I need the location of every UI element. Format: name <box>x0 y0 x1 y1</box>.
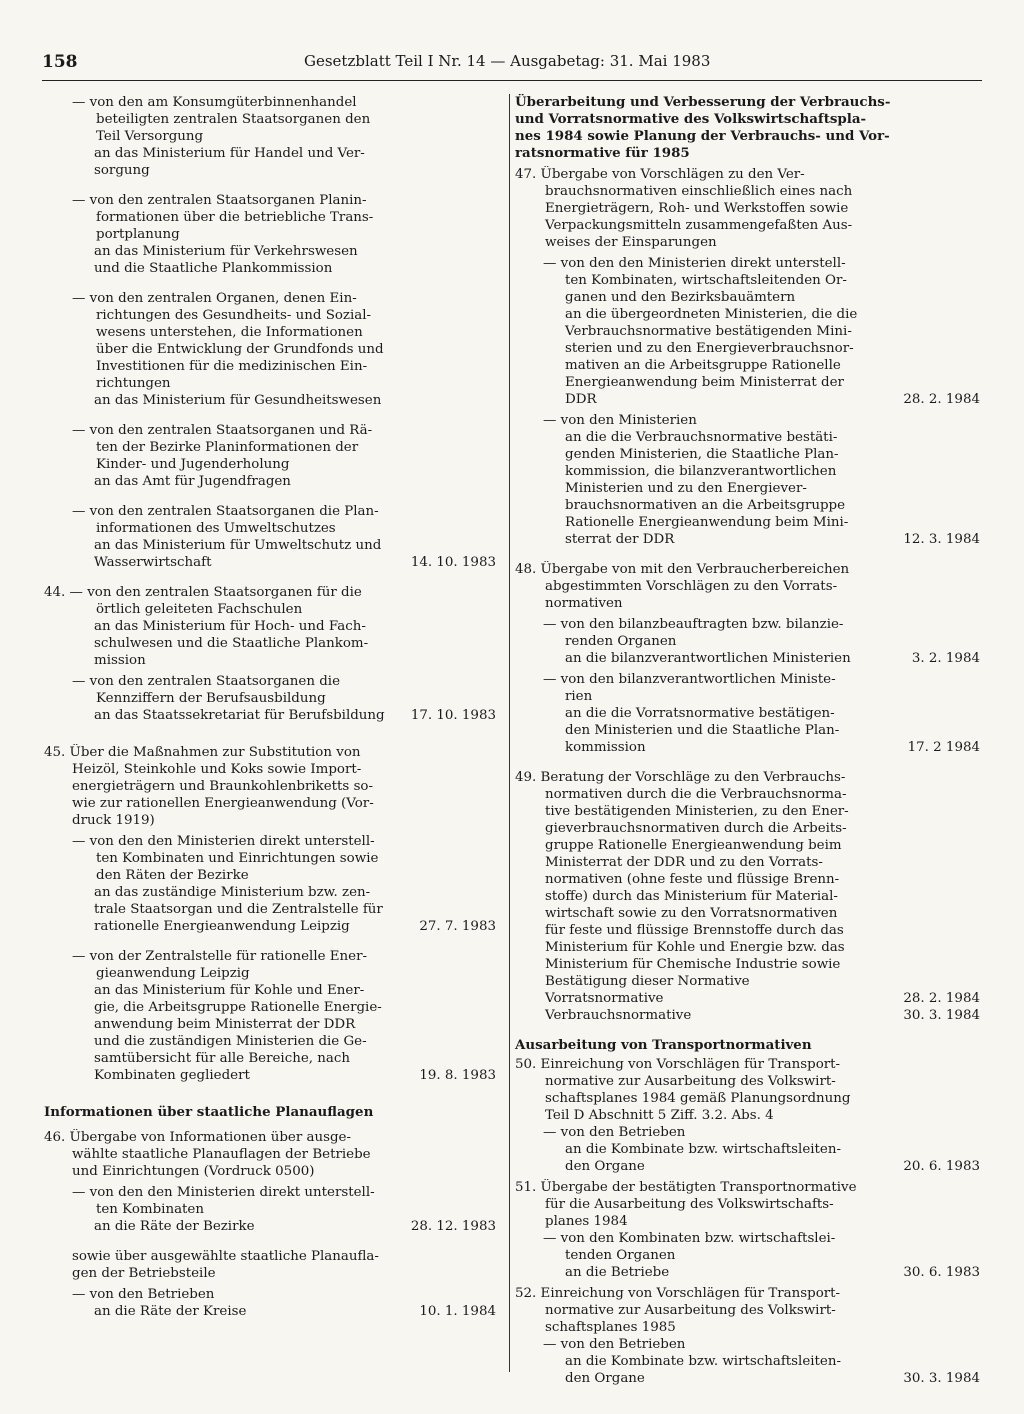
header-rule <box>42 80 982 81</box>
list-item: 52. Einreichung von Vorschlägen für Transport- normative zur Ausarbeitung des Volkswirt- schaftsplanes 1985 — von den Betrieben an die Kombinate bzw. wirtschaftsleiten- den Organe 30. 3. 1984 <box>515 1286 980 1386</box>
deadline-date: 3. 2. 1984 <box>911 651 980 666</box>
list-item: — von den den Ministerien direkt unterstell- ten Kombinaten, wirtschaftsleitenden Or- ganen und den Bezirksbauämtern an die übergeordneten Ministerien, die die Verbrauchsnormative bestätigenden Mini- sterien und zu den Energieverbrauchsnor- mativen an die Arbeitsgruppe Rationelle Energieanwendung beim Ministerrat der DDR 28. 2. 1984 <box>543 256 980 407</box>
deadline-date: 30. 3. 1984 <box>903 1371 980 1386</box>
list-item: — von den zentralen Staatsorganen die Plan- informationen des Umweltschutzes an das Ministerium für Umweltschutz und Wasserwirtschaft 14. 10. 1983 <box>72 504 496 570</box>
deadline-date: 12. 3. 1984 <box>903 532 980 547</box>
list-item: 44. — von den zentralen Staatsorganen für die örtlich geleiteten Fachschulen an das Ministerium für Hoch- und Fach- schulwesen und die Staatliche Plankom- mission <box>44 585 369 668</box>
column-divider <box>509 94 510 1372</box>
deadline-date: 14. 10. 1983 <box>410 555 496 570</box>
deadline-date: 30. 6. 1983 <box>903 1265 980 1280</box>
section-heading: Ausarbeitung von Transportnormativen <box>515 1037 812 1053</box>
list-item: — von den bilanzverantwortlichen Ministe- rien an die die Vorratsnormative bestätigen- den Ministerien und die Staatliche Plan- kommission 17. 2 1984 <box>543 672 980 755</box>
deadline-date: 28. 12. 1983 <box>410 1219 496 1234</box>
list-item: — von den Betrieben an die Räte der Kreise 10. 1. 1984 <box>72 1287 496 1319</box>
deadline-date: 28. 2. 1984 <box>903 991 980 1006</box>
list-item: 50. Einreichung von Vorschlägen für Transport- normative zur Ausarbeitung des Volkswirt- schaftsplanes 1984 gemäß Planungsordnung Teil D Abschnitt 5 Ziff. 3.2. Abs. 4 — von den Betrieben an die Kombinate bzw. wirtschaftsleiten- den Organe 20. 6. 1983 <box>515 1057 980 1174</box>
list-item: 45. Über die Maßnahmen zur Substitution von Heizöl, Steinkohle und Koks sowie Import- energieträgern und Braunkohlenbriketts so- wie zur rationellen Energieanwendung (Vor- druck 1919) <box>44 745 374 828</box>
list-item: — von den den Ministerien direkt unterstell- ten Kombinaten und Einrichtungen sowie den Räten der Bezirke an das zuständige Ministerium bzw. zen- trale Staatsorgan und die Zentralstelle für rationelle Energieanwendung Leipzig 27. 7. 1983 <box>72 834 496 934</box>
list-item: — von den bilanzbeauftragten bzw. bilanzie- renden Organen an die bilanzverantwortlichen Ministerien 3. 2. 1984 <box>543 617 980 666</box>
list-item: 48. Übergabe von mit den Verbraucherbereichen abgestimmten Vorschlägen zu den Vorrats- normativen <box>515 562 850 611</box>
list-item: — von den zentralen Staatsorganen die Kennziffern der Berufsausbildung an das Staatssekretariat für Berufsbildung 17. 10. 1983 <box>72 674 496 723</box>
list-item: 47. Übergabe von Vorschlägen zu den Ver- brauchsnormativen einschließlich eines nach Energieträgern, Roh- und Werkstoffen sowie Verpackungsmitteln zusammengefaßten Aus- weises der Einsparungen <box>515 167 853 250</box>
list-item: — von den am Konsumgüterbinnenhandel beteiligten zentralen Staatsorganen den Teil Versorgung an das Ministerium für Handel und Ver- sorgung <box>72 95 371 178</box>
deadline-date: 19. 8. 1983 <box>419 1068 496 1083</box>
list-item: — von den Ministerien an die die Verbrauchsnormative bestäti- genden Ministerien, die Staatliche Plan- kommission, die bilanzverantwortlichen Ministerien und zu den Energiever- brauchsnormativen an die Arbeitsgruppe Rationelle Energieanwendung beim Mini- sterrat der DDR 12. 3. 1984 <box>543 413 980 547</box>
deadline-date: 10. 1. 1984 <box>419 1304 496 1319</box>
list-item: — von den den Ministerien direkt unterstell- ten Kombinaten an die Räte der Bezirke 28. 12. 1983 <box>72 1185 496 1234</box>
page-header <box>42 52 712 76</box>
deadline-date: 17. 10. 1983 <box>410 708 496 723</box>
deadline-date: 17. 2 1984 <box>907 740 980 755</box>
deadline-date: 30. 3. 1984 <box>903 1008 980 1023</box>
list-item: sowie über ausgewählte staatliche Planaufla- gen der Betriebsteile <box>72 1249 379 1281</box>
list-item: 46. Übergabe von Informationen über ausge- wählte staatliche Planauflagen der Betriebe und Einrichtungen (Vordruck 0500) <box>44 1130 371 1179</box>
section-heading: Überarbeitung und Verbesserung der Verbrauchs- und Vorratsnormative des Volkswirtschaftspla- nes 1984 sowie Planung der Verbrauchs- und Vor- ratsnormative für 1985 <box>515 94 891 161</box>
list-item: — von den zentralen Organen, denen Ein- richtungen des Gesundheits- und Sozial- wesens unterstehen, die Informationen über die Entwicklung der Grundfonds und Investitionen für die medizinischen Ein- richtungen an das Ministerium für Gesundheitswesen <box>72 291 384 408</box>
deadline-date: 20. 6. 1983 <box>903 1159 980 1174</box>
deadline-date: 28. 2. 1984 <box>903 392 980 407</box>
page-title: Gesetzblatt Teil I Nr. 14 — Ausgabetag: 31. Mai 1983 <box>304 52 711 70</box>
list-item: 51. Übergabe der bestätigten Transportnormative für die Ausarbeitung des Volkswirtschafts- planes 1984 — von den Kombinaten bzw. wirtschaftslei- tenden Organen an die Betriebe 30. 6. 1983 <box>515 1180 980 1280</box>
page-number: 158 <box>42 52 78 72</box>
list-item: — von den zentralen Staatsorganen und Rä- ten der Bezirke Planinformationen der Kinder- und Jugenderholung an das Amt für Jugendfragen <box>72 423 373 489</box>
list-item: 49. Beratung der Vorschläge zu den Verbrauchs- normativen durch die die Verbrauchsnorma- tive bestätigenden Ministerien, zu den Ener- gieverbrauchsnormativen durch die Arbeits- gruppe Rationelle Energieanwendung beim Ministerrat der DDR und zu den Vorrats- normativen (ohne feste und flüssige Brenn- stoffe) durch das Ministerium für Material- wirtschaft sowie zu den Vorratsnormativen für feste und flüssige Brennstoffe durch das Ministerium für Kohle und Energie bzw. das Ministerium für Chemische Industrie sowie Bestätigung dieser Normative Vorratsnormative 28. 2. 1984 Verbrauchsnormative 30. 3. 1984 <box>515 770 980 1023</box>
right-column <box>515 94 980 1391</box>
section-heading: Informationen über staatliche Planauflagen <box>44 1104 374 1120</box>
list-item: — von den zentralen Staatsorganen Planin- formationen über die betriebliche Trans- portplanung an das Ministerium für Verkehrswesen und die Staatliche Plankommission <box>72 193 374 276</box>
left-column <box>44 94 496 1333</box>
list-item: — von der Zentralstelle für rationelle Ener- gieanwendung Leipzig an das Ministerium für Kohle und Ener- gie, die Arbeitsgruppe Rationelle Energie- anwendung beim Ministerrat der DDR und die zuständigen Ministerien die Ge- samtübersicht für alle Bereiche, nach Kombinaten gegliedert 19. 8. 1983 <box>72 949 496 1083</box>
deadline-date: 27. 7. 1983 <box>419 919 496 934</box>
